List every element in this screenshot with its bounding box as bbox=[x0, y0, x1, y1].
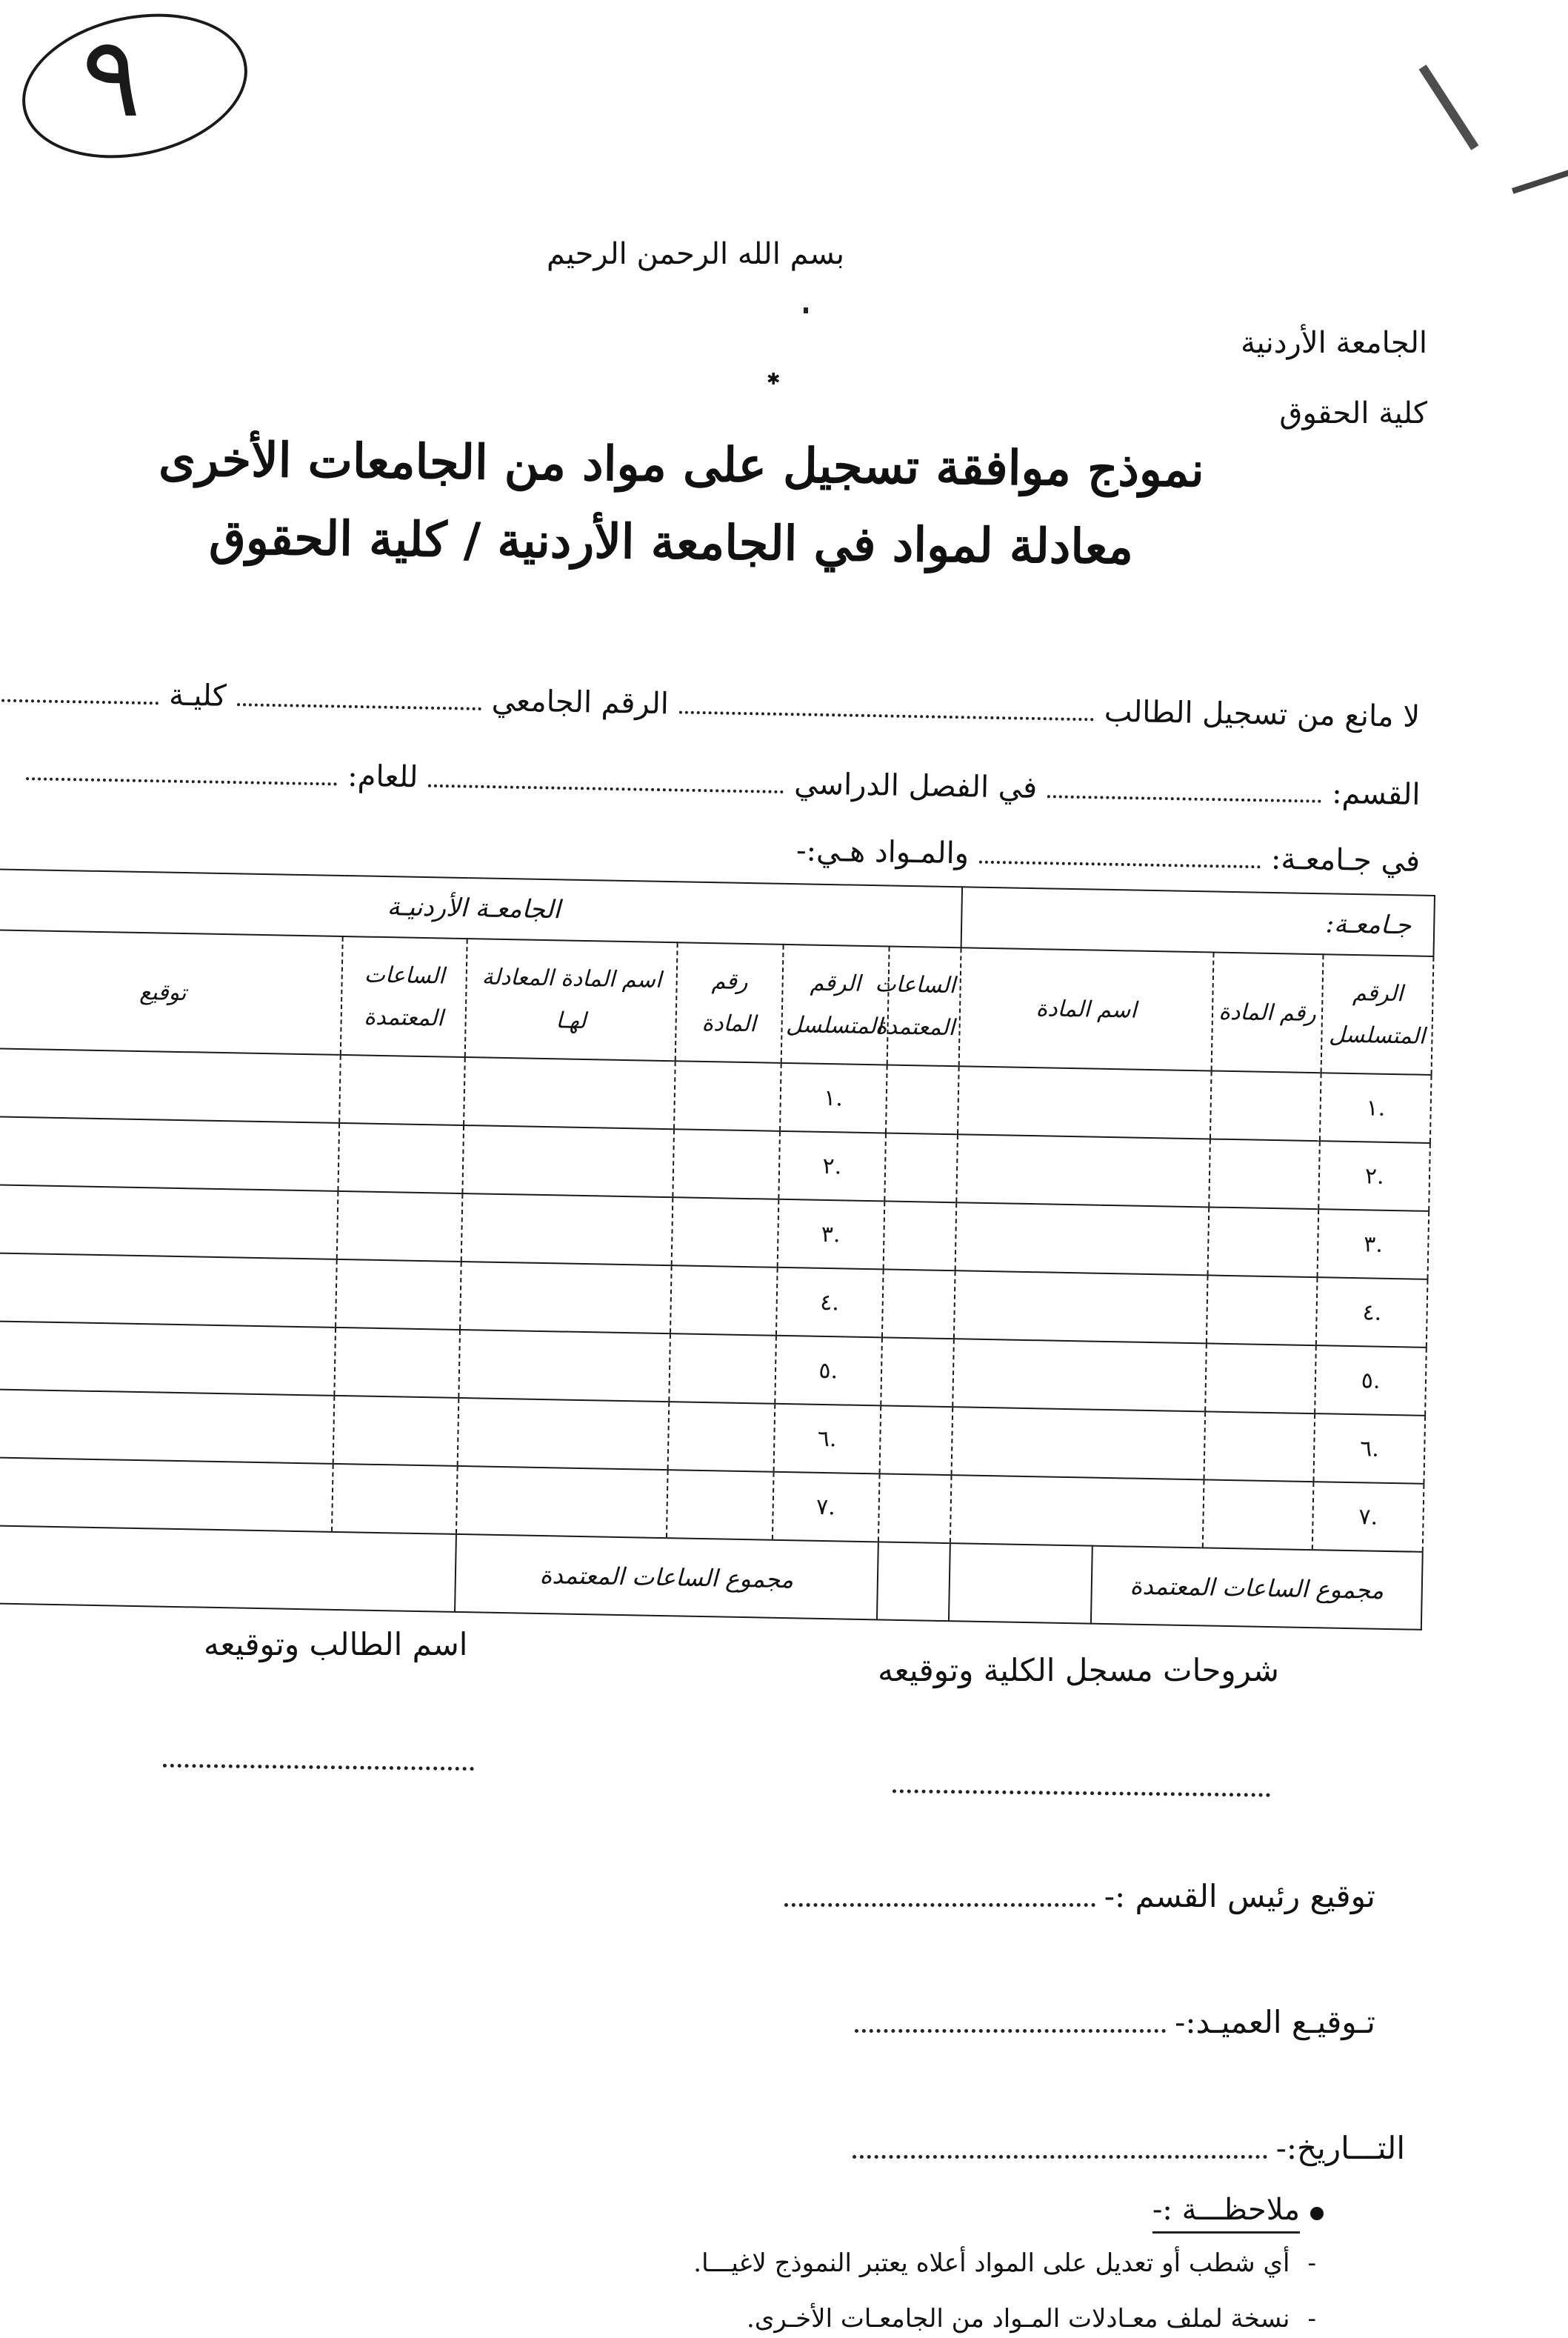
other-course-name-cell[interactable] bbox=[950, 1475, 1204, 1548]
col-jordan-credit-hours: الساعات المعتمدة bbox=[341, 936, 467, 1057]
other-serial-cell: .٧ bbox=[1312, 1482, 1424, 1552]
jordan-signature-cell[interactable] bbox=[0, 1048, 341, 1123]
faculty-label: كليـة bbox=[168, 678, 227, 713]
dean-signature-field[interactable] bbox=[855, 2023, 1166, 2033]
jordan-serial-cell: .٥ bbox=[775, 1336, 881, 1406]
jordan-course-number-cell[interactable] bbox=[674, 1061, 781, 1131]
faculty-name: كلية الحقوق bbox=[1279, 396, 1427, 430]
student-name-field[interactable] bbox=[679, 704, 1094, 722]
jordan-signature-cell[interactable] bbox=[0, 1457, 333, 1532]
jordan-course-number-cell[interactable] bbox=[673, 1129, 779, 1199]
other-course-number-cell[interactable] bbox=[1207, 1207, 1318, 1277]
other-total-hours-value[interactable] bbox=[949, 1543, 1092, 1623]
other-course-name-cell[interactable] bbox=[957, 1134, 1210, 1207]
other-credit-hours-cell[interactable] bbox=[878, 1473, 951, 1543]
col-jordan-serial: الرقم المتسلسل bbox=[781, 945, 890, 1065]
other-course-number-cell[interactable] bbox=[1207, 1275, 1318, 1345]
other-course-number-cell[interactable] bbox=[1209, 1139, 1320, 1209]
col-other-credit-hours: الساعات المعتمدة bbox=[887, 946, 961, 1066]
note-marker: - bbox=[1307, 2248, 1316, 2278]
semester-label: في الفصل الدراسي bbox=[793, 767, 1038, 805]
jordan-signature-cell[interactable] bbox=[0, 1321, 336, 1396]
page-number: ٩ bbox=[81, 13, 141, 142]
jordan-credit-hours-cell[interactable] bbox=[338, 1123, 464, 1193]
date-label: التـــاريخ:- bbox=[1275, 2130, 1405, 2166]
bullet-icon bbox=[1310, 2207, 1324, 2220]
other-credit-hours-cell[interactable] bbox=[882, 1269, 955, 1339]
university-name: الجامعة الأردنية bbox=[1241, 326, 1427, 360]
notes-heading-label: ملاحظـــة :- bbox=[1152, 2193, 1300, 2234]
jordan-university-heading: الجامعـة الأردنيـة bbox=[0, 869, 962, 947]
student-signature-label: اسم الطالب وتوقيعه bbox=[204, 1626, 468, 1662]
dean-signature-row bbox=[855, 2004, 1375, 2040]
col-jordan-signature: توقيع bbox=[0, 930, 343, 1055]
jordan-credit-hours-cell[interactable] bbox=[332, 1464, 458, 1534]
col-jordan-course-number: رقم المادة bbox=[675, 942, 784, 1063]
note-item bbox=[747, 2304, 1316, 2334]
department-field[interactable] bbox=[1047, 787, 1321, 802]
star-icon: ✱ bbox=[767, 370, 781, 389]
registrar-signature-field[interactable] bbox=[893, 1783, 1270, 1796]
jordan-course-number-cell[interactable] bbox=[668, 1402, 775, 1472]
other-serial-cell: .٢ bbox=[1319, 1141, 1430, 1211]
other-total-hours-label: مجموع الساعات المعتمدة bbox=[1091, 1546, 1423, 1630]
other-credit-hours-cell[interactable] bbox=[886, 1065, 959, 1134]
note-item bbox=[693, 2248, 1316, 2278]
jordan-signature-cell[interactable] bbox=[0, 1116, 339, 1191]
scan-dot bbox=[804, 307, 808, 313]
jordan-course-number-cell[interactable] bbox=[672, 1197, 778, 1268]
courses-label: والمـواد هـي:- bbox=[795, 833, 970, 871]
year-field[interactable] bbox=[26, 770, 337, 785]
semester-field[interactable] bbox=[428, 777, 784, 793]
other-credit-hours-cell[interactable] bbox=[884, 1133, 958, 1202]
jordan-course-number-cell[interactable] bbox=[669, 1333, 775, 1404]
basmala: بسم الله الرحمن الرحيم bbox=[546, 237, 844, 271]
note-text: نسخة لملف معـادلات المـواد من الجامعـات الأخـرى. bbox=[747, 2304, 1290, 2334]
notes-heading bbox=[1152, 2193, 1324, 2234]
other-credit-hours-cell[interactable] bbox=[879, 1405, 953, 1475]
jordan-total-hours-value[interactable] bbox=[0, 1525, 456, 1612]
other-course-name-cell[interactable] bbox=[958, 1066, 1211, 1139]
at-university-label: في جـامعـة: bbox=[1270, 842, 1421, 879]
jordan-serial-cell: .١ bbox=[780, 1063, 887, 1133]
jordan-serial-cell: .٢ bbox=[778, 1131, 885, 1202]
form-line-university bbox=[796, 833, 1421, 879]
other-course-number-cell[interactable] bbox=[1205, 1343, 1316, 1413]
other-course-name-cell[interactable] bbox=[954, 1270, 1207, 1343]
jordan-serial-cell: .٦ bbox=[773, 1404, 880, 1474]
other-serial-cell: .١ bbox=[1320, 1073, 1431, 1143]
date-field[interactable] bbox=[853, 2149, 1267, 2159]
jordan-course-name-cell[interactable] bbox=[460, 1262, 671, 1333]
note-marker: - bbox=[1307, 2304, 1316, 2334]
university-id-field[interactable] bbox=[236, 696, 481, 710]
col-other-course-name: اسم المادة bbox=[959, 947, 1213, 1070]
jordan-signature-cell[interactable] bbox=[0, 1253, 337, 1328]
jordan-course-name-cell[interactable] bbox=[458, 1398, 669, 1470]
other-course-name-cell[interactable] bbox=[952, 1407, 1205, 1479]
department-label: القسم: bbox=[1331, 776, 1421, 812]
scan-mark bbox=[1512, 167, 1568, 193]
other-university-heading: جـامعـة: bbox=[961, 887, 1435, 956]
year-label: للعام: bbox=[347, 759, 418, 795]
dept-head-signature-label: توقيع رئيس القسم :- bbox=[1104, 1878, 1375, 1914]
faculty-field[interactable] bbox=[0, 691, 159, 705]
date-row bbox=[853, 2130, 1405, 2166]
col-other-serial: الرقم المتسلسل bbox=[1321, 954, 1434, 1075]
jordan-credit-hours-cell[interactable] bbox=[337, 1191, 463, 1262]
course-equivalence-table bbox=[0, 868, 1435, 1631]
jordan-course-name-cell[interactable] bbox=[459, 1330, 670, 1402]
other-course-name-cell[interactable] bbox=[955, 1202, 1209, 1275]
other-credit-hours-cell[interactable] bbox=[881, 1337, 954, 1407]
sum-spacer bbox=[877, 1542, 951, 1621]
jordan-signature-cell[interactable] bbox=[0, 1389, 335, 1464]
form-line-department bbox=[25, 753, 1420, 812]
other-course-number-cell[interactable] bbox=[1210, 1070, 1321, 1141]
jordan-course-number-cell[interactable] bbox=[667, 1470, 773, 1540]
jordan-serial-cell: .٧ bbox=[773, 1472, 879, 1542]
col-jordan-equivalent-course-name: اسم المادة المعادلة لهـا bbox=[465, 939, 677, 1061]
other-serial-cell: .٣ bbox=[1318, 1209, 1429, 1279]
jordan-credit-hours-cell[interactable] bbox=[335, 1328, 461, 1398]
note-text: أي شطب أو تعديل على المواد أعلاه يعتبر النموذج لاغيـــا. bbox=[693, 2248, 1290, 2278]
registrar-signature-label: شروحات مسجل الكلية وتوقيعه bbox=[878, 1652, 1279, 1688]
jordan-course-name-cell[interactable] bbox=[463, 1125, 674, 1197]
course-equivalence-table-wrapper bbox=[0, 868, 1435, 1605]
jordan-course-name-cell[interactable] bbox=[461, 1193, 673, 1265]
no-objection-label: لا مانع من تسجيل الطالب bbox=[1104, 694, 1421, 734]
other-serial-cell: .٦ bbox=[1314, 1413, 1425, 1484]
jordan-credit-hours-cell[interactable] bbox=[339, 1055, 465, 1125]
other-credit-hours-cell[interactable] bbox=[883, 1201, 956, 1270]
form-title-line2: معادلة لمواد في الجامعة الأردنية / كلية الحقوق bbox=[208, 510, 1134, 576]
dean-signature-label: تـوقيـع العميـد:- bbox=[1175, 2004, 1375, 2040]
form-title-line1: نموذج موافقة تسجيل على مواد من الجامعات الأخرى bbox=[158, 431, 1205, 499]
student-signature-field[interactable] bbox=[163, 1758, 474, 1771]
jordan-course-number-cell[interactable] bbox=[670, 1265, 777, 1336]
university-id-label: الرقم الجامعي bbox=[491, 684, 670, 722]
at-university-field[interactable] bbox=[979, 853, 1261, 869]
other-serial-cell: .٥ bbox=[1315, 1345, 1427, 1416]
jordan-credit-hours-cell[interactable] bbox=[333, 1396, 459, 1466]
jordan-total-hours-label: مجموع الساعات المعتمدة bbox=[455, 1534, 878, 1619]
dept-head-signature-row bbox=[784, 1878, 1375, 1914]
jordan-signature-cell[interactable] bbox=[0, 1185, 338, 1259]
jordan-course-name-cell[interactable] bbox=[464, 1057, 675, 1129]
jordan-course-name-cell[interactable] bbox=[456, 1466, 667, 1538]
jordan-credit-hours-cell[interactable] bbox=[336, 1259, 461, 1330]
other-course-name-cell[interactable] bbox=[953, 1339, 1207, 1411]
jordan-serial-cell: .٣ bbox=[777, 1199, 884, 1270]
scan-mark bbox=[1419, 64, 1479, 150]
other-serial-cell: .٤ bbox=[1316, 1277, 1427, 1348]
dept-head-signature-field[interactable] bbox=[784, 1897, 1095, 1907]
other-course-number-cell[interactable] bbox=[1203, 1479, 1314, 1550]
jordan-serial-cell: .٤ bbox=[776, 1268, 883, 1338]
other-course-number-cell[interactable] bbox=[1204, 1411, 1315, 1482]
form-line-student bbox=[0, 675, 1420, 734]
col-other-course-number: رقم المادة bbox=[1211, 953, 1324, 1073]
